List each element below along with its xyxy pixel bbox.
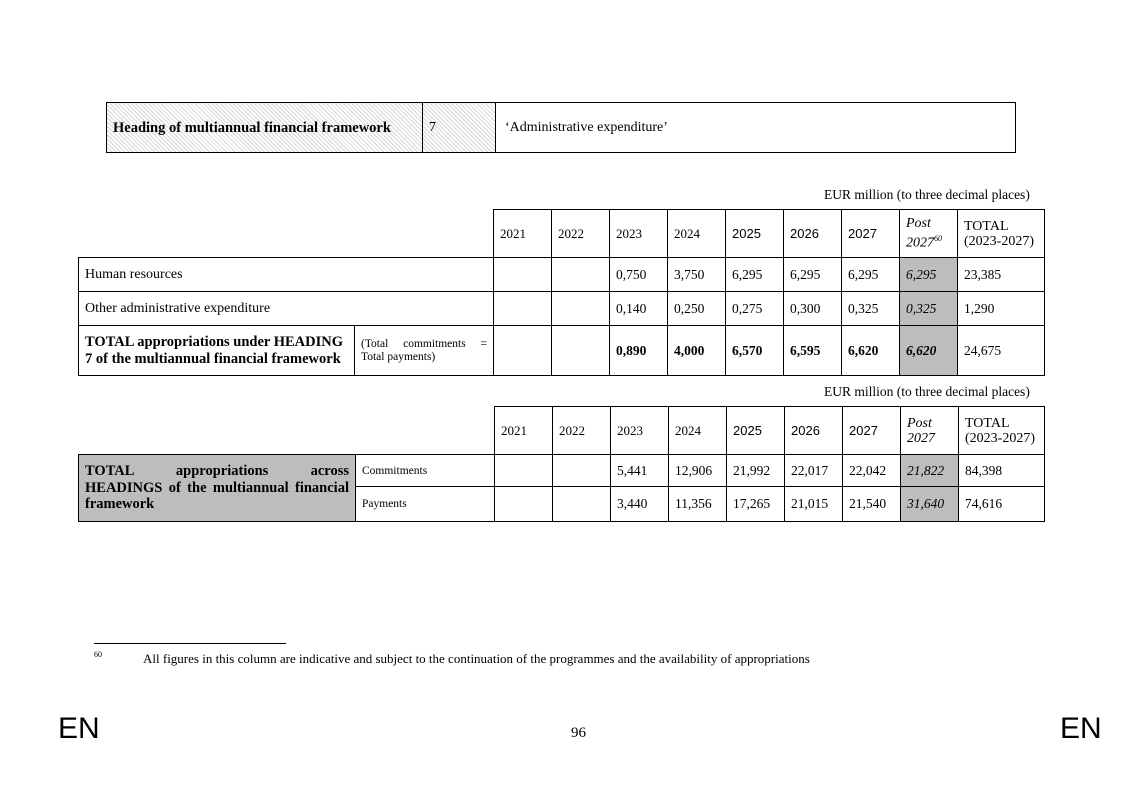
page-number: 96 bbox=[571, 725, 586, 741]
heading-title: ‘Administrative expenditure’ bbox=[496, 103, 1016, 153]
heading-table bbox=[106, 102, 1016, 153]
footnote-text: All figures in this column are indicative and subject to the continuation of the programmes and the availability of appropriations bbox=[143, 651, 810, 666]
heading-7-appropriations-table bbox=[78, 209, 1045, 376]
total-value-cell: 1,290 bbox=[958, 292, 1045, 326]
value-cell: 0,140 bbox=[610, 292, 668, 326]
post-value-cell: 6,295 bbox=[900, 258, 958, 292]
table-row bbox=[79, 455, 1045, 487]
value-cell: 12,906 bbox=[669, 455, 727, 487]
total-row-label: TOTAL appropriations under HEADING 7 of the multiannual financial framework bbox=[79, 326, 355, 376]
all-headings-appropriations-table bbox=[78, 406, 1045, 522]
value-cell: 21,992 bbox=[727, 455, 785, 487]
value-cell: 6,620 bbox=[842, 326, 900, 376]
value-cell: 0,890 bbox=[610, 326, 668, 376]
total-value-cell: 74,616 bbox=[959, 487, 1045, 522]
footnote-number: 60 bbox=[94, 650, 102, 659]
post-value-cell: 6,620 bbox=[900, 326, 958, 376]
row-label: Human resources bbox=[79, 258, 494, 292]
value-cell bbox=[552, 292, 610, 326]
value-cell: 5,441 bbox=[611, 455, 669, 487]
table-row bbox=[79, 292, 1045, 326]
year-header: 2021 bbox=[494, 210, 552, 258]
value-cell: 6,570 bbox=[726, 326, 784, 376]
post-value-cell: 31,640 bbox=[901, 487, 959, 522]
post-value-cell: 0,325 bbox=[900, 292, 958, 326]
value-cell: 22,042 bbox=[843, 455, 901, 487]
year-header: 2024 bbox=[668, 210, 726, 258]
value-cell bbox=[552, 258, 610, 292]
value-cell: 21,540 bbox=[843, 487, 901, 522]
value-cell bbox=[495, 487, 553, 522]
row-label: Other administrative expenditure bbox=[79, 292, 494, 326]
value-cell: 22,017 bbox=[785, 455, 843, 487]
row-label: Payments bbox=[356, 487, 495, 522]
post-2027-header bbox=[900, 210, 958, 258]
value-cell bbox=[494, 326, 552, 376]
total-header: TOTAL (2023-2027) bbox=[958, 210, 1045, 258]
post-2027-label: Post 2027 bbox=[906, 216, 934, 251]
language-code-right: EN bbox=[1060, 712, 1102, 745]
value-cell: 4,000 bbox=[668, 326, 726, 376]
group-label-text: TOTAL appropriations across HEADINGS of the multiannual financial framework bbox=[85, 463, 349, 513]
year-header: 2022 bbox=[553, 407, 611, 455]
year-header: 2025 bbox=[727, 407, 785, 455]
table-header-row bbox=[79, 407, 1045, 455]
heading-number: 7 bbox=[423, 103, 496, 153]
value-cell: 6,295 bbox=[726, 258, 784, 292]
total-value-cell: 24,675 bbox=[958, 326, 1045, 376]
year-header: 2023 bbox=[611, 407, 669, 455]
year-header: 2022 bbox=[552, 210, 610, 258]
value-cell: 0,250 bbox=[668, 292, 726, 326]
year-header: 2024 bbox=[669, 407, 727, 455]
year-header: 2027 bbox=[842, 210, 900, 258]
unit-note: EUR million (to three decimal places) bbox=[824, 384, 1030, 399]
group-label bbox=[79, 455, 356, 522]
footnote-ref: 60 bbox=[934, 234, 942, 244]
value-cell: 0,275 bbox=[726, 292, 784, 326]
total-value-cell: 23,385 bbox=[958, 258, 1045, 292]
value-cell: 0,325 bbox=[842, 292, 900, 326]
year-header: 2026 bbox=[784, 210, 842, 258]
value-cell: 3,440 bbox=[611, 487, 669, 522]
value-cell bbox=[495, 455, 553, 487]
row-label: Commitments bbox=[356, 455, 495, 487]
value-cell: 17,265 bbox=[727, 487, 785, 522]
year-header: 2021 bbox=[495, 407, 553, 455]
value-cell: 0,750 bbox=[610, 258, 668, 292]
year-header: 2023 bbox=[610, 210, 668, 258]
post-value-cell: 21,822 bbox=[901, 455, 959, 487]
total-header: TOTAL (2023-2027) bbox=[959, 407, 1045, 455]
total-row-note: (Total commitments = Total payments) bbox=[355, 326, 494, 376]
language-code-left: EN bbox=[58, 712, 100, 745]
value-cell bbox=[552, 326, 610, 376]
post-2027-header: Post 2027 bbox=[901, 407, 959, 455]
year-header: 2027 bbox=[843, 407, 901, 455]
unit-note: EUR million (to three decimal places) bbox=[824, 187, 1030, 202]
table-row bbox=[79, 258, 1045, 292]
value-cell bbox=[494, 258, 552, 292]
total-row bbox=[79, 326, 1045, 376]
total-value-cell: 84,398 bbox=[959, 455, 1045, 487]
value-cell: 6,295 bbox=[842, 258, 900, 292]
value-cell bbox=[494, 292, 552, 326]
value-cell bbox=[553, 455, 611, 487]
value-cell bbox=[553, 487, 611, 522]
value-cell: 0,300 bbox=[784, 292, 842, 326]
year-header: 2025 bbox=[726, 210, 784, 258]
value-cell: 6,595 bbox=[784, 326, 842, 376]
value-cell: 21,015 bbox=[785, 487, 843, 522]
value-cell: 11,356 bbox=[669, 487, 727, 522]
value-cell: 3,750 bbox=[668, 258, 726, 292]
heading-label: Heading of multiannual financial framework bbox=[107, 103, 423, 153]
footnote-separator bbox=[94, 643, 286, 644]
value-cell: 6,295 bbox=[784, 258, 842, 292]
table-header-row bbox=[79, 210, 1045, 258]
year-header: 2026 bbox=[785, 407, 843, 455]
